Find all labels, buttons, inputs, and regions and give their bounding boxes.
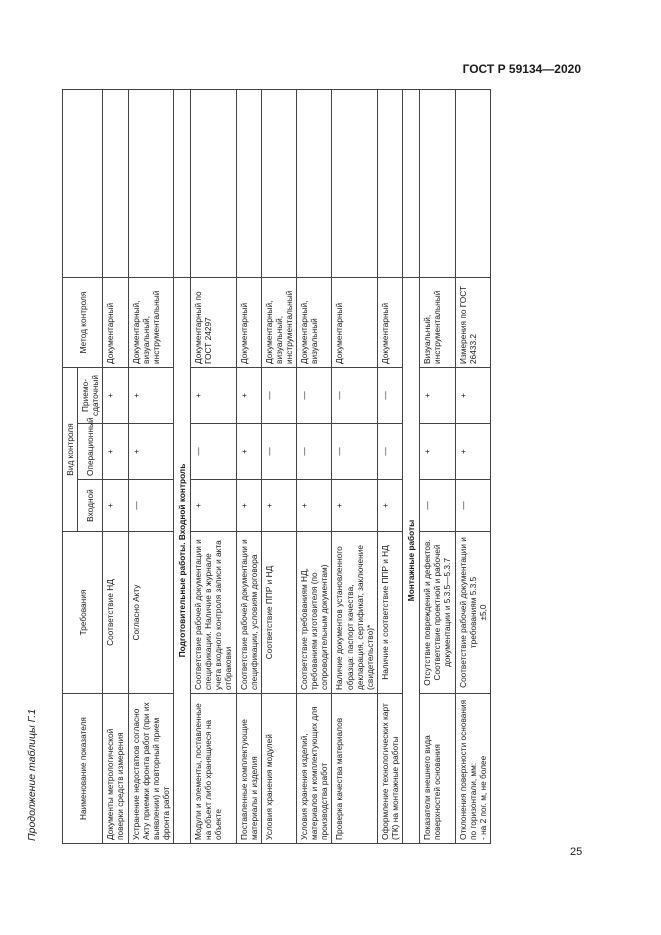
header-indicator: Наименование показателя xyxy=(63,694,103,844)
header-requirements: Требования xyxy=(63,532,103,694)
cell-operational: + xyxy=(420,424,455,480)
cell-empty xyxy=(173,89,190,277)
cell-requirement: Отсутствие повреждений и дефектов. Соответствие проектной и рабочей документации и 5.3.5—5.3.7 xyxy=(420,532,455,694)
cell-incoming: + xyxy=(332,480,377,532)
cell-acceptance: — xyxy=(332,367,377,423)
cell-indicator: Показатели внешнего вида поверхностей основания xyxy=(420,694,455,844)
cell-method: Документарный по ГОСТ 24297 xyxy=(191,277,236,367)
cell-requirement: Соответствие требованиям НД, требованиям изготовителя (по сопроводительным документам) xyxy=(297,532,332,694)
cell-acceptance: + xyxy=(128,367,173,423)
cell-acceptance: — xyxy=(297,367,332,423)
cell-indicator: Оформление технологических карт (ТК) на монтажные работы xyxy=(377,694,402,844)
cell-acceptance: + xyxy=(420,367,455,423)
table-row xyxy=(420,89,455,843)
cell-acceptance: — xyxy=(261,367,296,423)
cell-empty xyxy=(128,89,173,277)
cell-empty xyxy=(403,89,420,277)
cell-operational: + xyxy=(236,424,261,480)
cell-acceptance: + xyxy=(103,367,128,423)
cell-operational: + xyxy=(455,424,490,480)
header-control-type: Вид контроля xyxy=(63,367,78,531)
cell-requirement: Соответствие ППР и НД xyxy=(261,532,296,694)
table-row xyxy=(103,89,128,843)
header-operational: Операционный xyxy=(78,424,103,480)
cell-method: Документарный xyxy=(377,277,402,367)
cell-incoming: + xyxy=(236,480,261,532)
cell-requirement: Согласно Акту xyxy=(128,532,173,694)
rotated-table-container xyxy=(62,90,580,844)
cell-requirement: Соответствие НД xyxy=(103,532,128,694)
cell-empty xyxy=(103,89,128,277)
cell-operational: + xyxy=(128,424,173,480)
cell-incoming: + xyxy=(377,480,402,532)
cell-empty xyxy=(236,89,261,277)
cell-requirement xyxy=(455,532,490,694)
cell-empty xyxy=(297,89,332,277)
cell-indicator xyxy=(455,694,490,844)
section-row xyxy=(173,89,190,843)
cell-requirement: Соответствие рабочей документации и спецификации, условиям договора xyxy=(236,532,261,694)
indicator-text: Отклонения поверхности основания по горизонтали, мм: xyxy=(457,699,478,840)
cell-indicator: Проверка качества материалов xyxy=(332,694,377,844)
table-caption: Продолжение таблицы Г.1 xyxy=(26,708,38,841)
cell-operational: — xyxy=(332,424,377,480)
cell-acceptance: — xyxy=(377,367,402,423)
section-row xyxy=(403,89,420,843)
cell-empty xyxy=(261,89,296,277)
requirement-text: Соответствие рабочей документации и требованиям 5.3.5 xyxy=(457,537,478,688)
cell-operational: — xyxy=(377,424,402,480)
cell-incoming: + xyxy=(297,480,332,532)
cell-requirement: Наличие и соответствие ППР и НД xyxy=(377,532,402,694)
cell-acceptance: + xyxy=(236,367,261,423)
header-acceptance: Приемо-сдаточный xyxy=(78,367,103,423)
cell-operational: — xyxy=(191,424,236,480)
section-preparatory: Подготовительные работы. Входной контроль xyxy=(173,277,190,843)
page-number: 25 xyxy=(570,846,583,858)
cell-requirement: Соответствие рабочей документации и спецификации. Наличие в журнале учета входного контроля записи и акта отбраковки xyxy=(191,532,236,694)
cell-operational: + xyxy=(103,424,128,480)
cell-method: Документарный, визуальный, инструментальный xyxy=(261,277,296,367)
cell-incoming: — xyxy=(455,480,490,532)
cell-indicator: Модули и элементы, поставленные на объект либо хранящиеся на объекте xyxy=(191,694,236,844)
cell-indicator: Поставленные комплектующие материалы и изделия xyxy=(236,694,261,844)
cell-incoming: + xyxy=(191,480,236,532)
cell-empty xyxy=(191,89,236,277)
cell-incoming: + xyxy=(261,480,296,532)
cell-incoming: — xyxy=(128,480,173,532)
cell-empty xyxy=(377,89,402,277)
requirement-value: ±5,0 xyxy=(477,604,488,621)
header-empty xyxy=(63,89,103,277)
cell-method: Документарный xyxy=(236,277,261,367)
cell-incoming: — xyxy=(420,480,455,532)
cell-method: Измерения по ГОСТ 26433.2 xyxy=(455,277,490,367)
cell-method: Документарный xyxy=(332,277,377,367)
cell-method: Визуальный, инструментальный xyxy=(420,277,455,367)
cell-indicator: Документы метрологической поверки средств измерения xyxy=(103,694,128,844)
cell-method: Документарный, визуальный, инструментальный xyxy=(128,277,173,367)
table-row xyxy=(261,89,296,843)
cell-empty xyxy=(332,89,377,277)
table-row xyxy=(128,89,173,843)
cell-acceptance: + xyxy=(191,367,236,423)
table-row xyxy=(191,89,236,843)
cell-requirement: Наличие документов установленного образца: паспорт качества, декларация, сертификат, заключение (свидетельство)* xyxy=(332,532,377,694)
header-incoming: Входной xyxy=(78,480,103,532)
indicator-subitem: - на 2 пог. м, не более xyxy=(477,755,488,840)
table-row xyxy=(455,89,490,843)
table-row xyxy=(377,89,402,843)
cell-method: Документарный xyxy=(103,277,128,367)
section-installation: Монтажные работы xyxy=(403,277,420,843)
cell-indicator: Условия хранения модулей xyxy=(261,694,296,844)
cell-empty xyxy=(455,89,490,277)
cell-method: Документарный, визуальный xyxy=(297,277,332,367)
table-row xyxy=(332,89,377,843)
header-method: Метод контроля xyxy=(63,277,103,367)
standard-number: ГОСТ Р 59134—2020 xyxy=(462,62,581,76)
cell-empty xyxy=(420,89,455,277)
cell-indicator: Условия хранения изделий, материалов и комплектующих для производства работ xyxy=(297,694,332,844)
control-table xyxy=(62,89,491,844)
table-row xyxy=(297,89,332,843)
cell-incoming: + xyxy=(103,480,128,532)
cell-operational: — xyxy=(261,424,296,480)
cell-acceptance: + xyxy=(455,367,490,423)
cell-operational: — xyxy=(297,424,332,480)
table-row xyxy=(236,89,261,843)
cell-indicator: Устранение недостатков согласно Акту приемки фронта работ (при их выявлении) и повторный прием фронта работ xyxy=(128,694,173,844)
